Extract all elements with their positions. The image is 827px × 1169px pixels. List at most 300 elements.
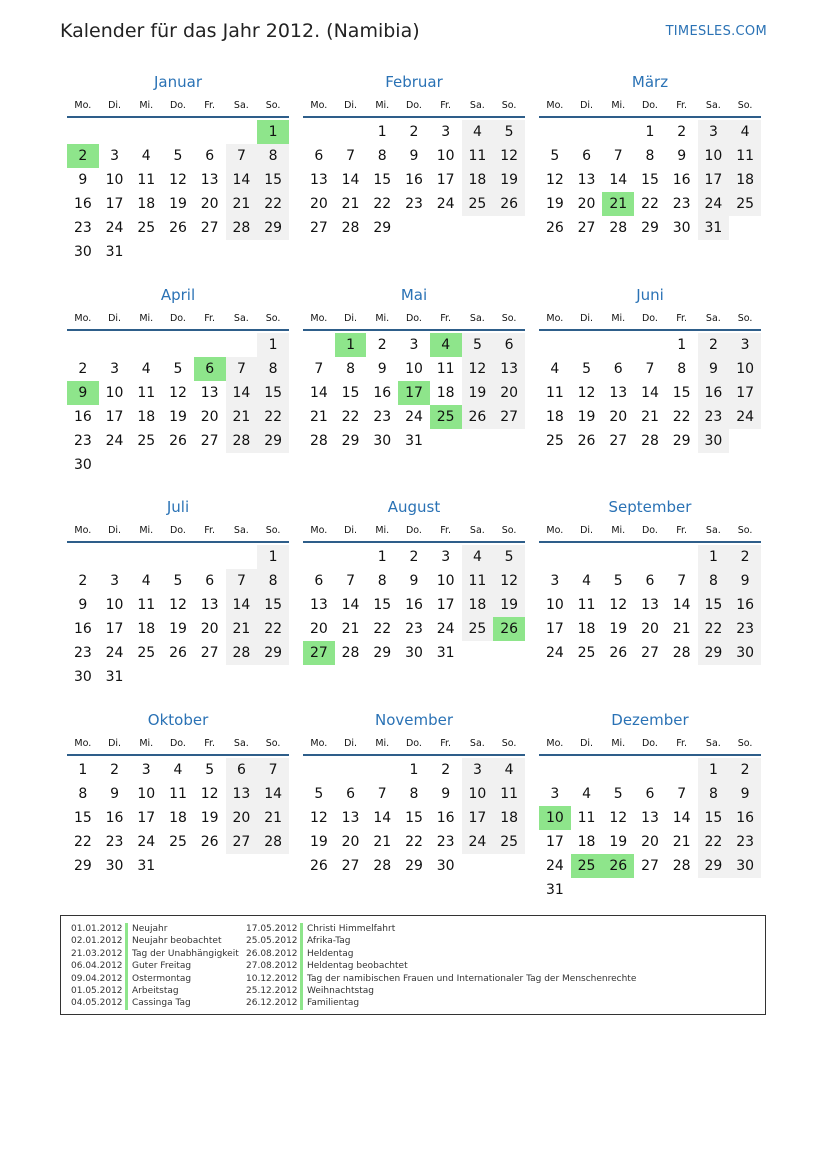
day-cell[interactable]: 13 <box>309 597 328 613</box>
day-cell[interactable]: 28 <box>672 858 691 874</box>
day-cell[interactable]: 3 <box>698 120 730 144</box>
day-cell[interactable]: 27 <box>226 830 258 854</box>
day-cell[interactable]: 14 <box>672 597 691 613</box>
day-cell[interactable]: 16 <box>405 597 423 613</box>
day-cell[interactable]: 6 <box>613 361 623 377</box>
day-cell[interactable]: 29 <box>257 641 289 665</box>
day-cell[interactable]: 24 <box>698 192 730 216</box>
day-cell[interactable]: 7 <box>645 361 655 377</box>
day-cell[interactable]: 20 <box>341 834 360 850</box>
day-cell[interactable]: 8 <box>698 569 730 593</box>
day-cell[interactable]: 15 <box>257 593 289 617</box>
day-cell[interactable]: 30 <box>436 858 455 874</box>
day-cell[interactable]: 16 <box>729 593 761 617</box>
day-cell[interactable]: 1 <box>645 124 655 140</box>
day-cell[interactable]: 30 <box>105 858 124 874</box>
day-cell[interactable]: 8 <box>698 782 730 806</box>
day-cell[interactable]: 20 <box>309 196 328 212</box>
day-cell[interactable]: 27 <box>577 220 596 236</box>
day-cell[interactable]: 2 <box>67 144 99 168</box>
day-cell[interactable]: 21 <box>672 621 691 637</box>
day-cell[interactable]: 4 <box>141 361 151 377</box>
day-cell[interactable]: 16 <box>105 810 124 826</box>
day-cell[interactable]: 11 <box>436 361 455 377</box>
day-cell[interactable]: 23 <box>73 433 92 449</box>
day-cell[interactable]: 25 <box>729 192 761 216</box>
day-cell[interactable]: 12 <box>169 385 187 401</box>
day-cell[interactable]: 28 <box>641 433 659 449</box>
day-cell[interactable]: 13 <box>641 597 659 613</box>
day-cell[interactable]: 6 <box>645 573 655 589</box>
day-cell[interactable]: 1 <box>257 545 289 569</box>
day-cell[interactable]: 19 <box>309 834 328 850</box>
day-cell[interactable]: 31 <box>137 858 156 874</box>
day-cell[interactable]: 14 <box>641 385 659 401</box>
day-cell[interactable]: 26 <box>169 220 187 236</box>
day-cell[interactable]: 9 <box>110 786 120 802</box>
day-cell[interactable]: 6 <box>582 148 592 164</box>
day-cell[interactable]: 28 <box>257 830 289 854</box>
day-cell[interactable]: 28 <box>373 858 392 874</box>
day-cell[interactable]: 15 <box>698 593 730 617</box>
day-cell[interactable]: 25 <box>493 830 525 854</box>
day-cell[interactable]: 23 <box>73 645 92 661</box>
day-cell[interactable]: 30 <box>373 433 392 449</box>
day-cell[interactable]: 25 <box>169 834 187 850</box>
day-cell[interactable]: 9 <box>409 148 419 164</box>
day-cell[interactable]: 24 <box>105 645 124 661</box>
day-cell[interactable]: 10 <box>545 597 564 613</box>
day-cell[interactable]: 29 <box>373 220 392 236</box>
day-cell[interactable]: 18 <box>729 168 761 192</box>
day-cell[interactable]: 5 <box>462 333 494 357</box>
day-cell[interactable]: 28 <box>309 433 328 449</box>
day-cell[interactable]: 4 <box>173 762 183 778</box>
day-cell[interactable]: 25 <box>545 433 564 449</box>
day-cell[interactable]: 3 <box>462 758 494 782</box>
day-cell[interactable]: 6 <box>346 786 356 802</box>
day-cell[interactable]: 24 <box>405 409 423 425</box>
day-cell[interactable]: 26 <box>462 405 494 429</box>
day-cell[interactable]: 26 <box>493 192 525 216</box>
day-cell[interactable]: 7 <box>677 786 687 802</box>
day-cell[interactable]: 26 <box>577 433 596 449</box>
day-cell[interactable]: 14 <box>226 168 258 192</box>
day-cell[interactable]: 9 <box>729 569 761 593</box>
day-cell[interactable]: 8 <box>346 361 356 377</box>
day-cell[interactable]: 24 <box>545 645 564 661</box>
day-cell[interactable]: 14 <box>309 385 328 401</box>
day-cell[interactable]: 31 <box>105 244 124 260</box>
day-cell[interactable]: 18 <box>545 409 564 425</box>
day-cell[interactable]: 27 <box>609 433 628 449</box>
day-cell[interactable]: 21 <box>641 409 659 425</box>
day-cell[interactable]: 3 <box>550 786 560 802</box>
day-cell[interactable]: 12 <box>493 144 525 168</box>
day-cell[interactable]: 22 <box>698 617 730 641</box>
day-cell[interactable]: 6 <box>314 148 324 164</box>
day-cell[interactable]: 28 <box>341 220 360 236</box>
day-cell[interactable]: 16 <box>405 172 423 188</box>
day-cell[interactable]: 4 <box>729 120 761 144</box>
day-cell[interactable]: 12 <box>493 569 525 593</box>
day-cell[interactable]: 17 <box>436 597 455 613</box>
day-cell[interactable]: 3 <box>441 124 451 140</box>
day-cell[interactable]: 1 <box>698 545 730 569</box>
day-cell[interactable]: 4 <box>141 573 151 589</box>
day-cell[interactable]: 9 <box>677 148 687 164</box>
day-cell[interactable]: 22 <box>405 834 423 850</box>
day-cell[interactable]: 5 <box>173 573 183 589</box>
day-cell[interactable]: 10 <box>462 782 494 806</box>
day-cell[interactable]: 1 <box>335 333 367 357</box>
day-cell[interactable]: 20 <box>200 409 219 425</box>
day-cell[interactable]: 15 <box>698 806 730 830</box>
day-cell[interactable]: 24 <box>105 433 124 449</box>
day-cell[interactable]: 17 <box>545 834 564 850</box>
day-cell[interactable]: 6 <box>645 786 655 802</box>
day-cell[interactable]: 29 <box>257 429 289 453</box>
day-cell[interactable]: 2 <box>78 361 88 377</box>
day-cell[interactable]: 23 <box>73 220 92 236</box>
day-cell[interactable]: 13 <box>200 172 219 188</box>
day-cell[interactable]: 29 <box>405 858 423 874</box>
day-cell[interactable]: 17 <box>105 409 124 425</box>
day-cell[interactable]: 17 <box>698 168 730 192</box>
day-cell[interactable]: 27 <box>200 645 219 661</box>
day-cell[interactable]: 2 <box>110 762 120 778</box>
day-cell[interactable]: 15 <box>73 810 92 826</box>
day-cell[interactable]: 25 <box>462 617 494 641</box>
day-cell[interactable]: 21 <box>309 409 328 425</box>
day-cell[interactable]: 23 <box>105 834 124 850</box>
day-cell[interactable]: 5 <box>550 148 560 164</box>
day-cell[interactable]: 3 <box>409 337 419 353</box>
day-cell[interactable]: 22 <box>257 405 289 429</box>
day-cell[interactable]: 20 <box>493 381 525 405</box>
day-cell[interactable]: 24 <box>436 621 455 637</box>
day-cell[interactable]: 28 <box>226 641 258 665</box>
day-cell[interactable]: 27 <box>493 405 525 429</box>
day-cell[interactable]: 9 <box>377 361 387 377</box>
day-cell[interactable]: 8 <box>645 148 655 164</box>
day-cell[interactable]: 16 <box>73 621 92 637</box>
day-cell[interactable]: 31 <box>545 882 564 898</box>
day-cell[interactable]: 27 <box>309 220 328 236</box>
day-cell[interactable]: 11 <box>462 144 494 168</box>
day-cell[interactable]: 8 <box>257 357 289 381</box>
day-cell[interactable]: 5 <box>493 545 525 569</box>
day-cell[interactable]: 30 <box>73 457 92 473</box>
day-cell[interactable]: 23 <box>698 405 730 429</box>
day-cell[interactable]: 2 <box>729 758 761 782</box>
day-cell[interactable]: 22 <box>698 830 730 854</box>
day-cell[interactable]: 8 <box>377 148 387 164</box>
day-cell[interactable]: 16 <box>729 806 761 830</box>
day-cell[interactable]: 9 <box>729 782 761 806</box>
day-cell[interactable]: 13 <box>641 810 659 826</box>
day-cell[interactable]: 31 <box>698 216 730 240</box>
day-cell[interactable]: 30 <box>73 669 92 685</box>
day-cell[interactable]: 5 <box>613 786 623 802</box>
day-cell[interactable]: 16 <box>373 385 392 401</box>
day-cell[interactable]: 4 <box>550 361 560 377</box>
day-cell[interactable]: 31 <box>436 645 455 661</box>
day-cell[interactable]: 5 <box>205 762 215 778</box>
day-cell[interactable]: 1 <box>257 120 289 144</box>
day-cell[interactable]: 6 <box>205 148 215 164</box>
day-cell[interactable]: 16 <box>73 409 92 425</box>
day-cell[interactable]: 27 <box>200 433 219 449</box>
day-cell[interactable]: 9 <box>78 172 88 188</box>
day-cell[interactable]: 13 <box>493 357 525 381</box>
day-cell[interactable]: 23 <box>729 830 761 854</box>
day-cell[interactable]: 25 <box>571 854 603 878</box>
day-cell[interactable]: 21 <box>341 196 360 212</box>
day-cell[interactable]: 10 <box>436 148 455 164</box>
day-cell[interactable]: 11 <box>169 786 187 802</box>
day-cell[interactable]: 21 <box>672 834 691 850</box>
day-cell[interactable]: 17 <box>398 381 430 405</box>
day-cell[interactable]: 19 <box>545 196 564 212</box>
day-cell[interactable]: 7 <box>377 786 387 802</box>
day-cell[interactable]: 11 <box>729 144 761 168</box>
day-cell[interactable]: 4 <box>462 120 494 144</box>
day-cell[interactable]: 26 <box>200 834 219 850</box>
day-cell[interactable]: 7 <box>346 148 356 164</box>
day-cell[interactable]: 13 <box>341 810 360 826</box>
day-cell[interactable]: 8 <box>257 569 289 593</box>
day-cell[interactable]: 10 <box>729 357 761 381</box>
day-cell[interactable]: 15 <box>257 168 289 192</box>
day-cell[interactable]: 10 <box>105 597 124 613</box>
day-cell[interactable]: 24 <box>462 830 494 854</box>
day-cell[interactable]: 19 <box>493 168 525 192</box>
day-cell[interactable]: 1 <box>78 762 88 778</box>
day-cell[interactable]: 9 <box>409 573 419 589</box>
day-cell[interactable]: 4 <box>430 333 462 357</box>
day-cell[interactable]: 30 <box>729 641 761 665</box>
day-cell[interactable]: 20 <box>200 621 219 637</box>
day-cell[interactable]: 23 <box>373 409 392 425</box>
day-cell[interactable]: 24 <box>436 196 455 212</box>
day-cell[interactable]: 12 <box>309 810 328 826</box>
day-cell[interactable]: 14 <box>341 172 360 188</box>
day-cell[interactable]: 10 <box>105 172 124 188</box>
day-cell[interactable]: 10 <box>436 573 455 589</box>
day-cell[interactable]: 20 <box>609 409 628 425</box>
day-cell[interactable]: 20 <box>226 806 258 830</box>
day-cell[interactable]: 4 <box>493 758 525 782</box>
day-cell[interactable]: 18 <box>577 834 596 850</box>
day-cell[interactable]: 29 <box>698 854 730 878</box>
day-cell[interactable]: 29 <box>698 641 730 665</box>
day-cell[interactable]: 24 <box>545 858 564 874</box>
day-cell[interactable]: 26 <box>169 433 187 449</box>
day-cell[interactable]: 26 <box>169 645 187 661</box>
day-cell[interactable]: 21 <box>226 617 258 641</box>
day-cell[interactable]: 21 <box>226 192 258 216</box>
day-cell[interactable]: 17 <box>462 806 494 830</box>
day-cell[interactable]: 26 <box>602 854 634 878</box>
day-cell[interactable]: 14 <box>226 593 258 617</box>
day-cell[interactable]: 9 <box>67 381 99 405</box>
day-cell[interactable]: 23 <box>729 617 761 641</box>
day-cell[interactable]: 8 <box>78 786 88 802</box>
day-cell[interactable]: 16 <box>672 172 691 188</box>
day-cell[interactable]: 26 <box>309 858 328 874</box>
day-cell[interactable]: 1 <box>677 337 687 353</box>
day-cell[interactable]: 20 <box>200 196 219 212</box>
day-cell[interactable]: 1 <box>257 333 289 357</box>
day-cell[interactable]: 3 <box>729 333 761 357</box>
day-cell[interactable]: 14 <box>257 782 289 806</box>
day-cell[interactable]: 14 <box>341 597 360 613</box>
day-cell[interactable]: 26 <box>609 645 628 661</box>
day-cell[interactable]: 22 <box>341 409 360 425</box>
day-cell[interactable]: 12 <box>609 597 628 613</box>
day-cell[interactable]: 30 <box>672 220 691 236</box>
day-cell[interactable]: 12 <box>169 597 187 613</box>
day-cell[interactable]: 25 <box>137 645 156 661</box>
day-cell[interactable]: 20 <box>641 834 659 850</box>
day-cell[interactable]: 14 <box>672 810 691 826</box>
day-cell[interactable]: 22 <box>373 621 392 637</box>
day-cell[interactable]: 30 <box>73 244 92 260</box>
day-cell[interactable]: 20 <box>577 196 596 212</box>
day-cell[interactable]: 29 <box>341 433 360 449</box>
day-cell[interactable]: 12 <box>169 172 187 188</box>
day-cell[interactable]: 2 <box>729 545 761 569</box>
day-cell[interactable]: 30 <box>405 645 423 661</box>
day-cell[interactable]: 2 <box>409 549 419 565</box>
day-cell[interactable]: 29 <box>672 433 691 449</box>
day-cell[interactable]: 7 <box>226 357 258 381</box>
day-cell[interactable]: 8 <box>377 573 387 589</box>
day-cell[interactable]: 8 <box>257 144 289 168</box>
day-cell[interactable]: 17 <box>545 621 564 637</box>
day-cell[interactable]: 12 <box>545 172 564 188</box>
day-cell[interactable]: 24 <box>137 834 156 850</box>
day-cell[interactable]: 7 <box>346 573 356 589</box>
day-cell[interactable]: 17 <box>137 810 156 826</box>
day-cell[interactable]: 14 <box>609 172 628 188</box>
day-cell[interactable]: 16 <box>73 196 92 212</box>
day-cell[interactable]: 5 <box>582 361 592 377</box>
day-cell[interactable]: 23 <box>672 196 691 212</box>
day-cell[interactable]: 6 <box>205 573 215 589</box>
day-cell[interactable]: 25 <box>577 645 596 661</box>
day-cell[interactable]: 5 <box>173 361 183 377</box>
day-cell[interactable]: 21 <box>602 192 634 216</box>
day-cell[interactable]: 27 <box>303 641 335 665</box>
day-cell[interactable]: 11 <box>545 385 564 401</box>
day-cell[interactable]: 7 <box>226 144 258 168</box>
day-cell[interactable]: 4 <box>141 148 151 164</box>
day-cell[interactable]: 15 <box>405 810 423 826</box>
day-cell[interactable]: 4 <box>462 545 494 569</box>
day-cell[interactable]: 16 <box>436 810 455 826</box>
day-cell[interactable]: 13 <box>577 172 596 188</box>
day-cell[interactable]: 31 <box>105 669 124 685</box>
day-cell[interactable]: 18 <box>493 806 525 830</box>
day-cell[interactable]: 4 <box>582 786 592 802</box>
day-cell[interactable]: 18 <box>169 810 187 826</box>
day-cell[interactable]: 11 <box>137 172 156 188</box>
day-cell[interactable]: 10 <box>137 786 156 802</box>
day-cell[interactable]: 9 <box>698 357 730 381</box>
day-cell[interactable]: 21 <box>257 806 289 830</box>
day-cell[interactable]: 15 <box>641 172 659 188</box>
day-cell[interactable]: 13 <box>200 385 219 401</box>
day-cell[interactable]: 21 <box>226 405 258 429</box>
day-cell[interactable]: 18 <box>462 168 494 192</box>
day-cell[interactable]: 19 <box>493 593 525 617</box>
day-cell[interactable]: 22 <box>257 617 289 641</box>
day-cell[interactable]: 28 <box>341 645 360 661</box>
day-cell[interactable]: 3 <box>441 549 451 565</box>
day-cell[interactable]: 18 <box>137 409 156 425</box>
day-cell[interactable]: 15 <box>672 385 691 401</box>
day-cell[interactable]: 29 <box>373 645 392 661</box>
day-cell[interactable]: 28 <box>609 220 628 236</box>
day-cell[interactable]: 28 <box>226 429 258 453</box>
day-cell[interactable]: 30 <box>698 429 730 453</box>
day-cell[interactable]: 13 <box>609 385 628 401</box>
day-cell[interactable]: 2 <box>441 762 451 778</box>
day-cell[interactable]: 13 <box>200 597 219 613</box>
day-cell[interactable]: 17 <box>105 196 124 212</box>
day-cell[interactable]: 22 <box>257 192 289 216</box>
day-cell[interactable]: 20 <box>641 621 659 637</box>
day-cell[interactable]: 15 <box>373 172 392 188</box>
day-cell[interactable]: 11 <box>577 810 596 826</box>
day-cell[interactable]: 26 <box>493 617 525 641</box>
day-cell[interactable]: 19 <box>577 409 596 425</box>
day-cell[interactable]: 17 <box>105 621 124 637</box>
day-cell[interactable]: 7 <box>677 573 687 589</box>
day-cell[interactable]: 11 <box>577 597 596 613</box>
day-cell[interactable]: 12 <box>609 810 628 826</box>
day-cell[interactable]: 1 <box>377 549 387 565</box>
day-cell[interactable]: 22 <box>641 196 659 212</box>
day-cell[interactable]: 5 <box>613 573 623 589</box>
day-cell[interactable]: 9 <box>78 597 88 613</box>
day-cell[interactable]: 18 <box>436 385 455 401</box>
day-cell[interactable]: 22 <box>73 834 92 850</box>
day-cell[interactable]: 31 <box>405 433 423 449</box>
day-cell[interactable]: 6 <box>493 333 525 357</box>
day-cell[interactable]: 10 <box>105 385 124 401</box>
day-cell[interactable]: 3 <box>110 361 120 377</box>
day-cell[interactable]: 1 <box>698 758 730 782</box>
day-cell[interactable]: 15 <box>257 381 289 405</box>
day-cell[interactable]: 19 <box>609 834 628 850</box>
day-cell[interactable]: 23 <box>436 834 455 850</box>
day-cell[interactable]: 24 <box>729 405 761 429</box>
day-cell[interactable]: 19 <box>200 810 219 826</box>
day-cell[interactable]: 11 <box>137 385 156 401</box>
day-cell[interactable]: 7 <box>314 361 324 377</box>
day-cell[interactable]: 29 <box>641 220 659 236</box>
day-cell[interactable]: 10 <box>539 806 571 830</box>
day-cell[interactable]: 18 <box>137 621 156 637</box>
day-cell[interactable]: 30 <box>729 854 761 878</box>
day-cell[interactable]: 5 <box>173 148 183 164</box>
day-cell[interactable]: 12 <box>577 385 596 401</box>
day-cell[interactable]: 19 <box>609 621 628 637</box>
day-cell[interactable]: 24 <box>105 220 124 236</box>
